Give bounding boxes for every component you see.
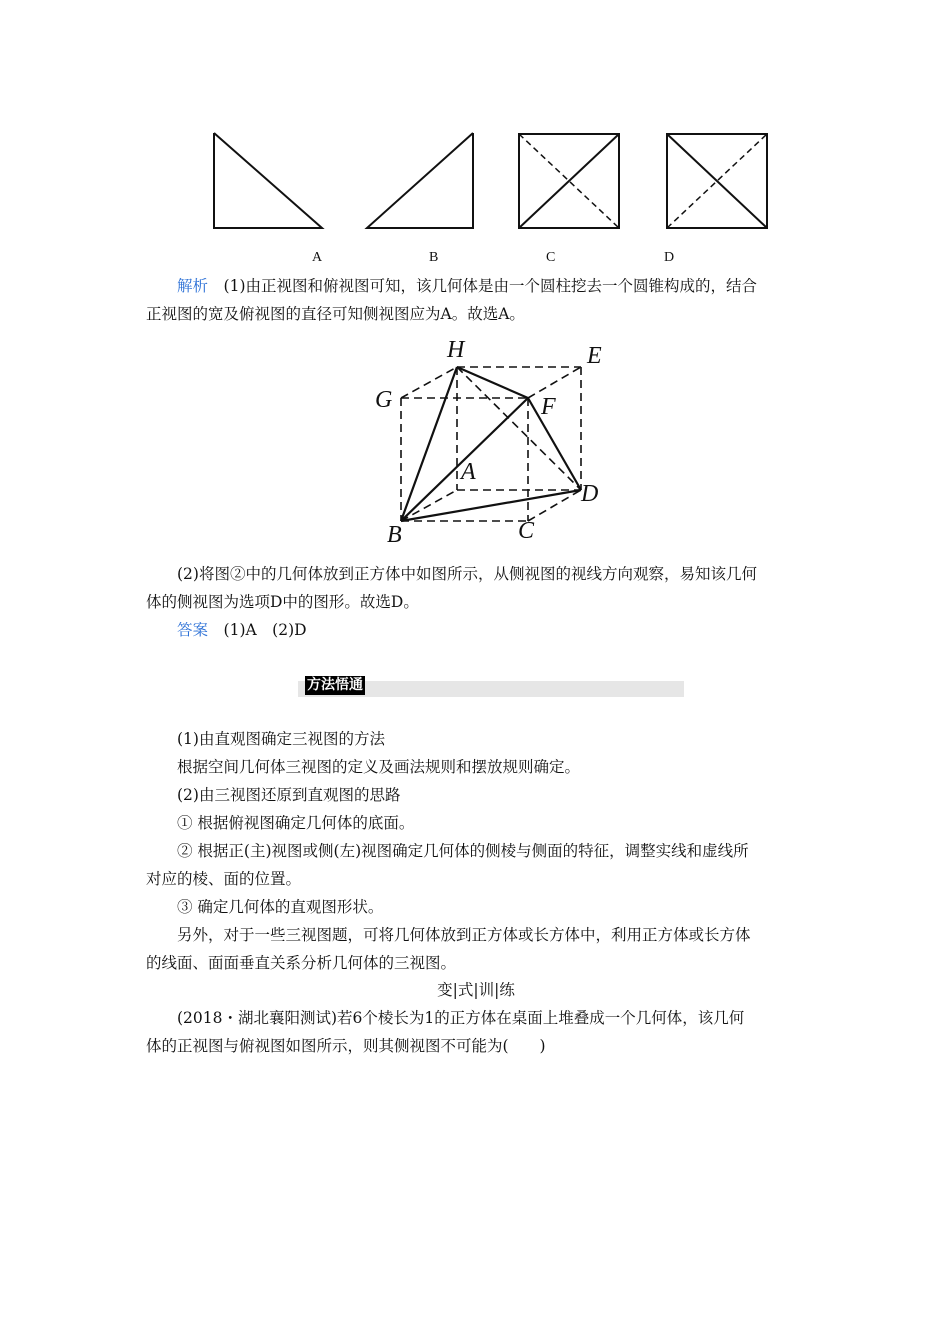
part2-line-2: 体的侧视图为选项D中的图形。故选D。 <box>146 593 419 611</box>
vertex-g-label: G <box>375 387 393 413</box>
vertex-c-label: C <box>518 518 535 544</box>
method-line: 对应的棱、面的位置。 <box>146 870 302 888</box>
vertex-e-label: E <box>587 343 602 369</box>
section-header-title: 方法悟通 <box>307 677 363 693</box>
vertex-b-label: B <box>387 522 402 548</box>
method-line: 的线面、面面垂直关系分析几何体的三视图。 <box>146 954 457 972</box>
option-c-figure <box>519 134 619 228</box>
analysis-line-2: 正视图的宽及俯视图的直径可知侧视图应为A。故选A。 <box>146 305 525 323</box>
analysis-line-1: (1)由正视图和俯视图可知，该几何体是由一个圆柱挖去一个圆锥构成的，结合 <box>223 277 757 295</box>
option-d-label: D <box>664 250 675 265</box>
option-figures <box>0 0 950 260</box>
vertex-d-label: D <box>581 481 599 507</box>
exercise-question <box>146 1004 806 1060</box>
exercise-line-1: (2018・湖北襄阳测试)若6个棱长为1的正方体在桌面上堆叠成一个几何体，该几何 <box>177 1009 745 1027</box>
option-a-label: A <box>312 250 323 265</box>
option-b-label: B <box>429 250 439 265</box>
cube-figure <box>0 330 950 555</box>
method-line: 另外，对于一些三视图题，可将几何体放到正方体或长方体中，利用正方体或长方体 <box>177 926 751 944</box>
method-line: (2)由三视图还原到直观图的思路 <box>177 786 401 804</box>
vertex-f-label: F <box>541 394 556 420</box>
vertex-a-label: A <box>461 459 476 485</box>
method-line: (1)由直观图确定三视图的方法 <box>177 730 385 748</box>
method-paragraph <box>146 725 806 977</box>
exercise-heading: 变|式|训|练 <box>437 981 515 999</box>
method-line: ② 根据正(主)视图或侧(左)视图确定几何体的侧棱与侧面的特征，调整实线和虚线所 <box>177 842 749 860</box>
analysis-label: 解析 <box>177 277 209 295</box>
vertex-h-label: H <box>447 337 465 363</box>
answer-label: 答案 <box>177 621 209 639</box>
option-a-figure <box>214 133 322 228</box>
exercise-line-2: 体的正视图与俯视图如图所示，则其侧视图不可能为( ) <box>146 1037 546 1055</box>
part2-paragraph <box>146 560 806 616</box>
answer-text: (1)A (2)D <box>223 621 307 639</box>
option-c-label: C <box>546 250 556 265</box>
answer-line <box>146 616 806 644</box>
method-line: ① 根据俯视图确定几何体的底面。 <box>177 814 415 832</box>
analysis-paragraph <box>146 272 806 328</box>
option-b-figure <box>367 133 473 228</box>
method-line: ③ 确定几何体的直观图形状。 <box>177 898 384 916</box>
method-line: 根据空间几何体三视图的定义及画法规则和摆放规则确定。 <box>177 758 581 776</box>
option-d-figure <box>667 134 767 228</box>
part2-line-1: (2)将图②中的几何体放到正方体中如图所示，从侧视图的视线方向观察，易知该几何 <box>177 565 757 583</box>
